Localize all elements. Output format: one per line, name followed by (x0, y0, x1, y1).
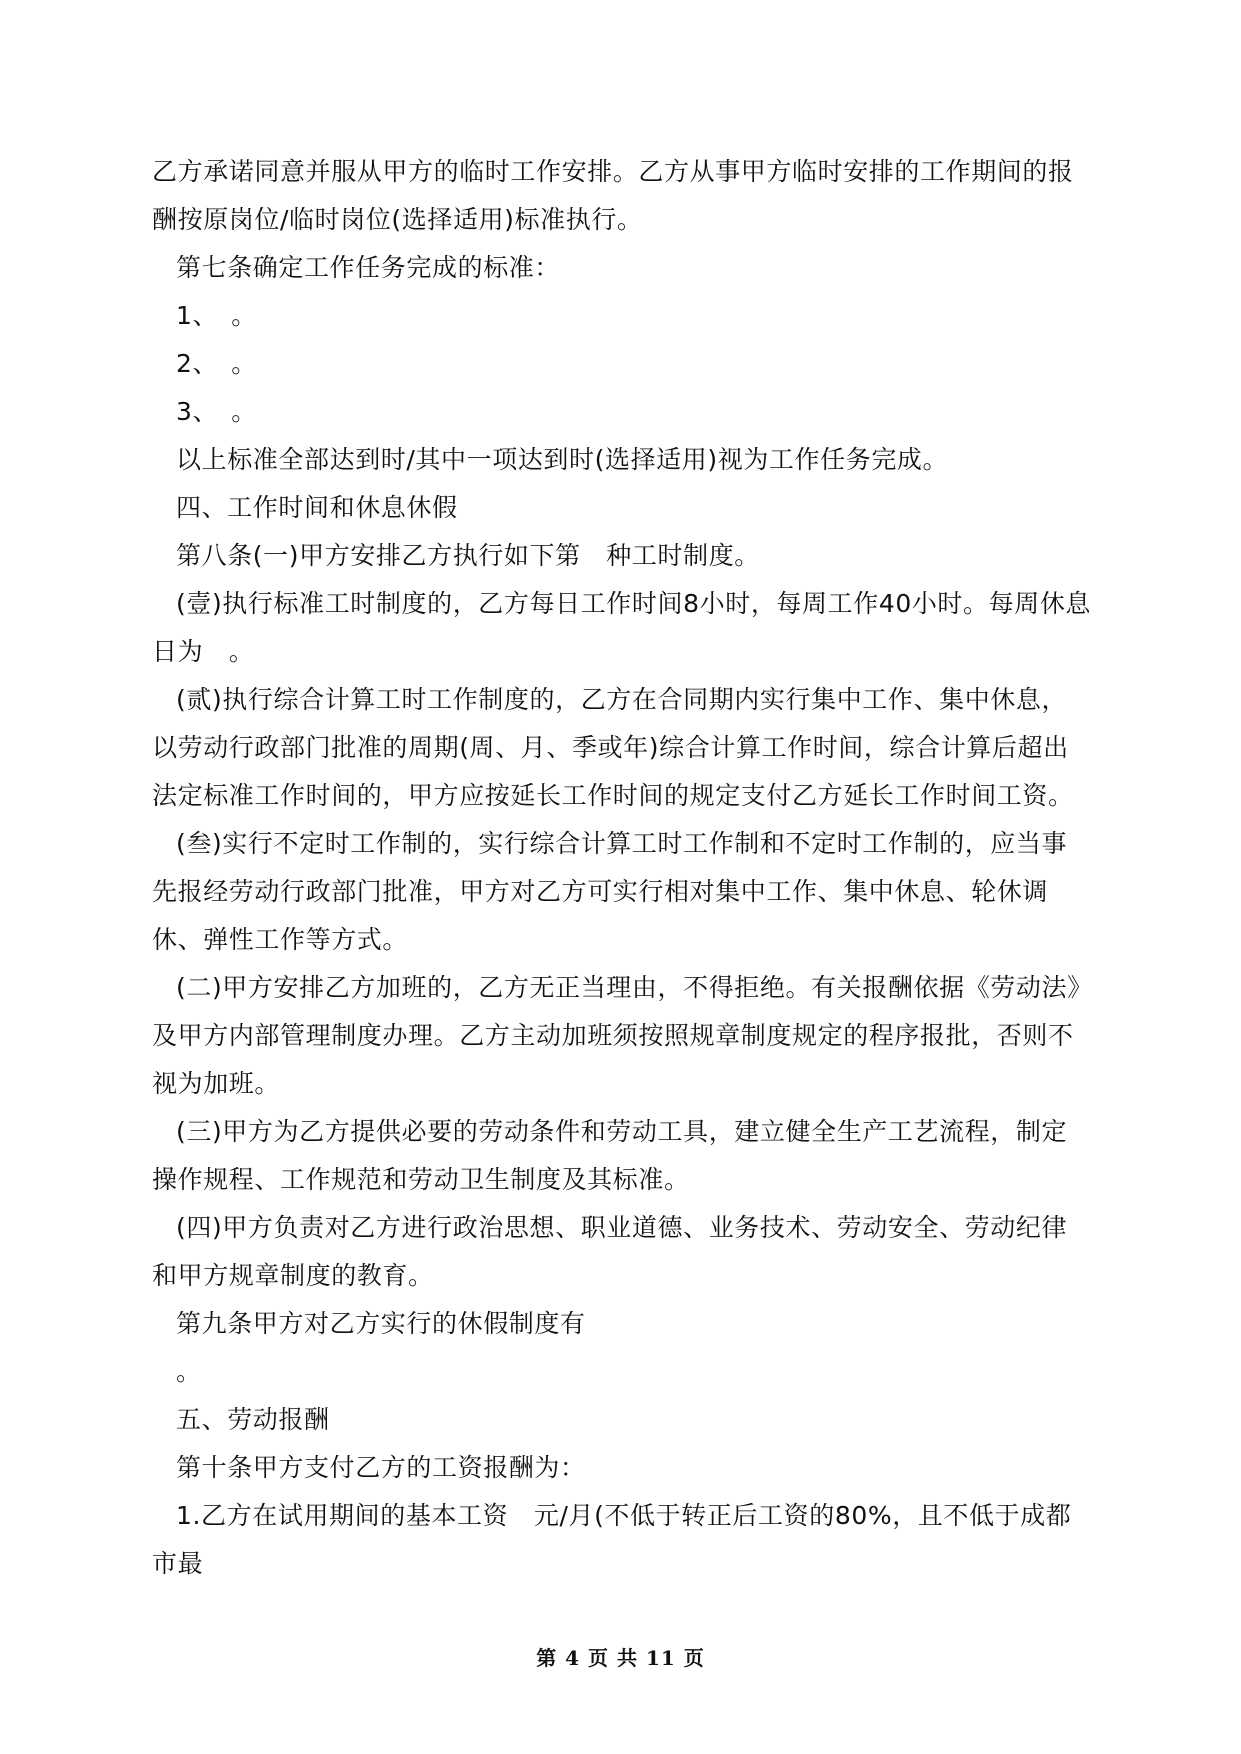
paragraph-comprehensive-hours: (贰)执行综合计算工时工作制度的，乙方在合同期内实行集中工作、集中休息，以劳动行政部门批准的周期(周、月、季或年)综合计算工作时间，综合计算后超出法定标准工作时间的，甲方应按延长工作时间的规定支付乙方延长工作时间工资。 (152, 685, 1074, 810)
article-9-paragraph: 第九条甲方对乙方实行的休假制度有 (176, 1309, 586, 1338)
paragraph-probation-salary: 1.乙方在试用期间的基本工资 元/月(不低于转正后工资的80%，且不低于成都市最 (152, 1501, 1072, 1578)
list-item-3: 3、 。 (176, 397, 257, 426)
paragraph-working-conditions: (三)甲方为乙方提供必要的劳动条件和劳动工具，建立健全生产工艺流程，制定操作规程、工作规范和劳动卫生制度及其标准。 (152, 1117, 1068, 1194)
list-item-1: 1、 。 (176, 301, 257, 330)
article-7-heading: 第七条确定工作任务完成的标准： (176, 253, 561, 282)
document-body (152, 148, 1092, 1588)
standard-note: 以上标准全部达到时/其中一项达到时(选择适用)视为工作任务完成。 (176, 445, 949, 474)
section-5-heading: 五、劳动报酬 (176, 1405, 330, 1434)
article-8-paragraph: 第八条(一)甲方安排乙方执行如下第 种工时制度。 (176, 541, 760, 570)
page-number-footer: 第 4 页 共 11 页 (536, 1646, 705, 1670)
paragraph-overtime: (二)甲方安排乙方加班的，乙方无正当理由，不得拒绝。有关报酬依据《劳动法》及甲方内部管理制度办理。乙方主动加班须按照规章制度规定的程序报批，否则不视为加班。 (152, 973, 1081, 1098)
paragraph-1: 乙方承诺同意并服从甲方的临时工作安排。乙方从事甲方临时安排的工作期间的报酬按原岗位/临时岗位(选择适用)标准执行。 (152, 157, 1074, 234)
paragraph-education: (四)甲方负责对乙方进行政治思想、职业道德、业务技术、劳动安全、劳动纪律和甲方规章制度的教育。 (152, 1213, 1068, 1290)
list-item-2: 2、 。 (176, 349, 257, 378)
paragraph-flexible-hours: (叁)实行不定时工作制的，实行综合计算工时工作制和不定时工作制的，应当事先报经劳动行政部门批准，甲方对乙方可实行相对集中工作、集中休息、轮休调休、弹性工作等方式。 (152, 829, 1068, 954)
article-10-heading: 第十条甲方支付乙方的工资报酬为： (176, 1453, 586, 1482)
section-4-heading: 四、工作时间和休息休假 (176, 493, 458, 522)
paragraph-standard-hours: (壹)执行标准工时制度的，乙方每日工作时间8小时，每周工作40小时。每周休息日为 。 (152, 589, 1092, 666)
article-9-continuation: 。 (176, 1357, 202, 1386)
